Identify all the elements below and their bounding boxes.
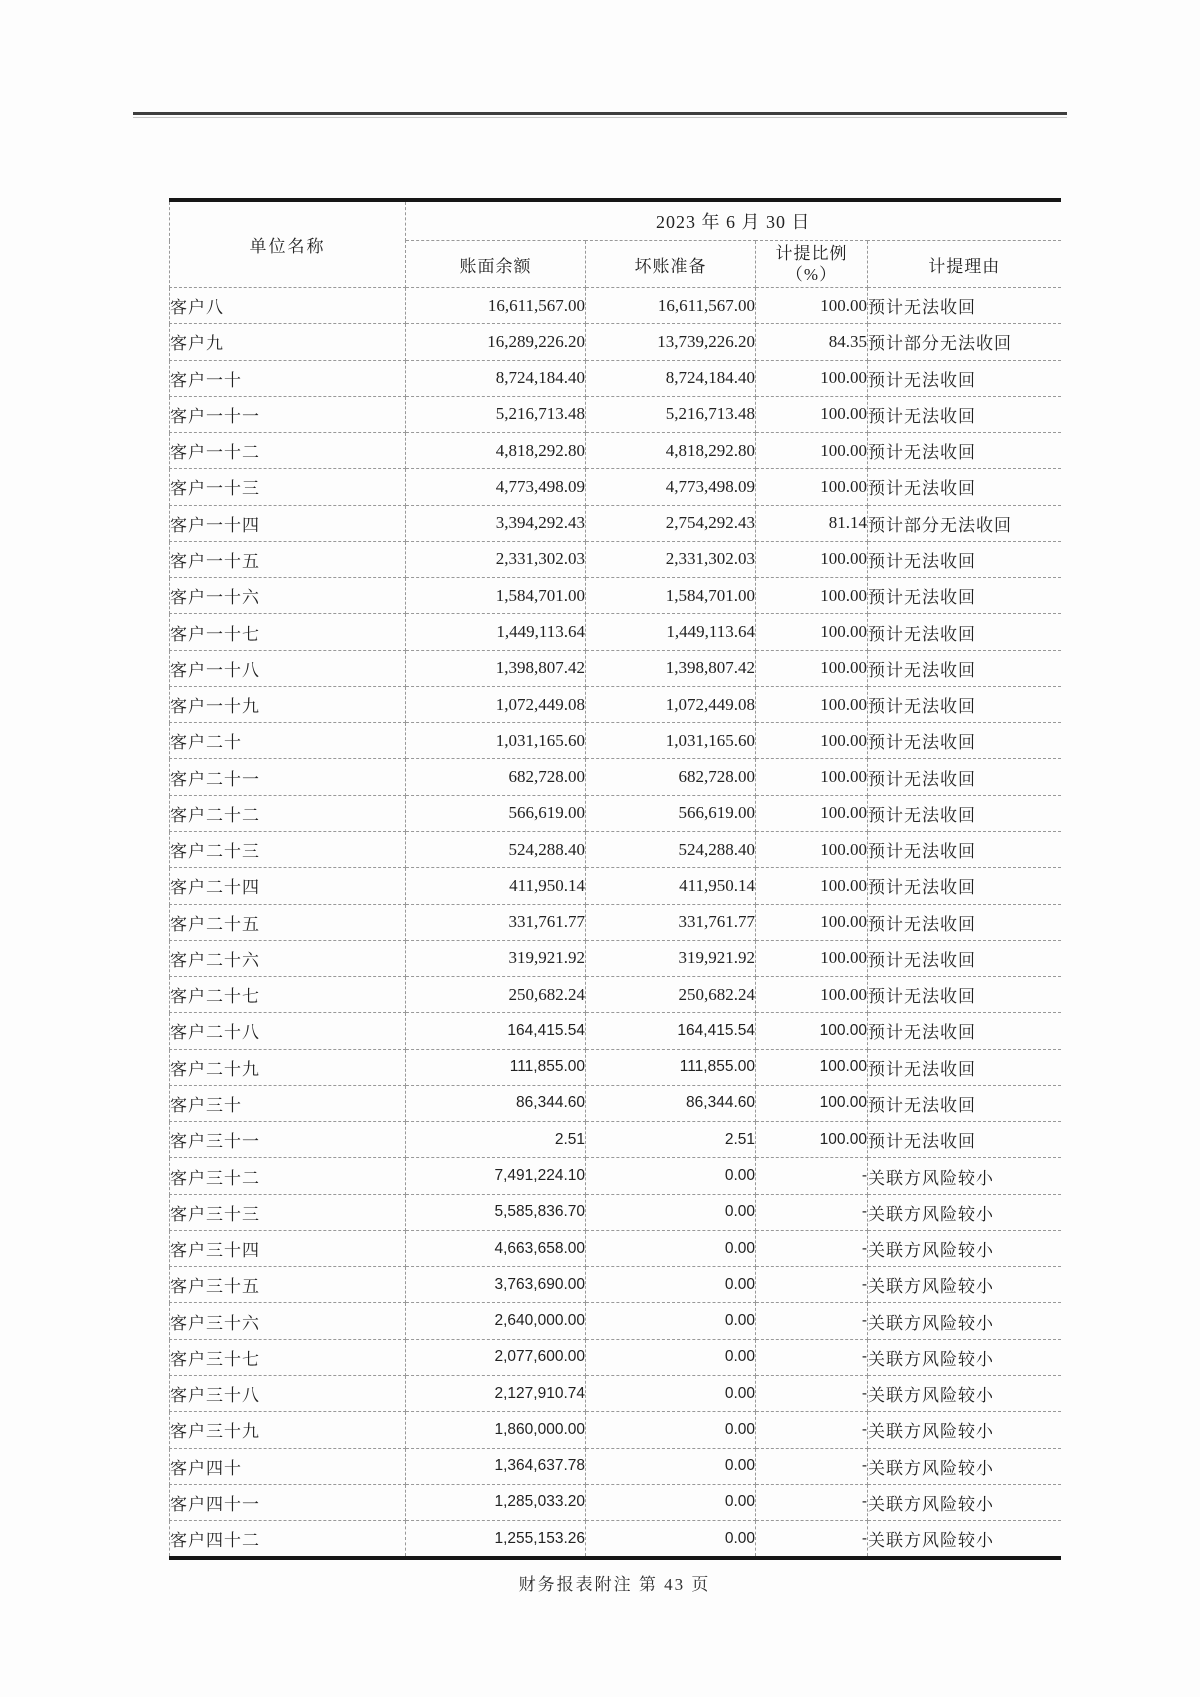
table-row bbox=[170, 831, 1061, 867]
provision-reason-cell: 预计无法收回 bbox=[868, 288, 1061, 324]
bad-debt-provision-cell: 0.00 bbox=[586, 1194, 756, 1230]
book-balance-cell: 2,077,600.00 bbox=[406, 1339, 586, 1375]
provision-ratio-cell: - bbox=[756, 1158, 868, 1194]
col-header-provision-reason: 计提理由 bbox=[868, 241, 1061, 288]
table-row bbox=[170, 1267, 1061, 1303]
provision-reason-cell: 预计无法收回 bbox=[868, 831, 1061, 867]
customer-name-cell: 客户四十一 bbox=[170, 1484, 406, 1520]
customer-name-cell: 客户三十九 bbox=[170, 1412, 406, 1448]
table-row bbox=[170, 578, 1061, 614]
provision-reason-cell: 关联方风险较小 bbox=[868, 1412, 1061, 1448]
page-header-rule bbox=[133, 112, 1067, 115]
provision-reason-cell: 预计无法收回 bbox=[868, 578, 1061, 614]
provision-reason-cell: 关联方风险较小 bbox=[868, 1484, 1061, 1520]
provision-ratio-cell: 100.00 bbox=[756, 578, 868, 614]
customer-name-cell: 客户三十三 bbox=[170, 1194, 406, 1230]
book-balance-cell: 1,255,153.26 bbox=[406, 1521, 586, 1559]
book-balance-cell: 111,855.00 bbox=[406, 1049, 586, 1085]
book-balance-cell: 16,289,226.20 bbox=[406, 324, 586, 360]
provision-ratio-cell: 100.00 bbox=[756, 396, 868, 432]
book-balance-cell: 250,682.24 bbox=[406, 977, 586, 1013]
provision-ratio-cell: - bbox=[756, 1448, 868, 1484]
table-row bbox=[170, 469, 1061, 505]
customer-name-cell: 客户二十 bbox=[170, 723, 406, 759]
book-balance-cell: 411,950.14 bbox=[406, 868, 586, 904]
provision-ratio-cell: - bbox=[756, 1339, 868, 1375]
provision-ratio-cell: 100.00 bbox=[756, 686, 868, 722]
provision-reason-cell: 预计无法收回 bbox=[868, 940, 1061, 976]
book-balance-cell: 1,364,637.78 bbox=[406, 1448, 586, 1484]
table-row bbox=[170, 1521, 1061, 1559]
provision-ratio-cell: - bbox=[756, 1194, 868, 1230]
bad-debt-provision-cell: 0.00 bbox=[586, 1375, 756, 1411]
table-row bbox=[170, 360, 1061, 396]
provision-reason-cell: 关联方风险较小 bbox=[868, 1521, 1061, 1559]
table-header-row-date bbox=[170, 200, 1061, 241]
customer-name-cell: 客户一十一 bbox=[170, 396, 406, 432]
provision-ratio-cell: 100.00 bbox=[756, 1013, 868, 1049]
table-row bbox=[170, 505, 1061, 541]
customer-name-cell: 客户四十二 bbox=[170, 1521, 406, 1559]
bad-debt-provision-cell: 5,216,713.48 bbox=[586, 396, 756, 432]
book-balance-cell: 4,818,292.80 bbox=[406, 433, 586, 469]
provision-ratio-cell: - bbox=[756, 1521, 868, 1559]
provision-reason-cell: 预计部分无法收回 bbox=[868, 505, 1061, 541]
book-balance-cell: 1,285,033.20 bbox=[406, 1484, 586, 1520]
bad-debt-provision-cell: 2,754,292.43 bbox=[586, 505, 756, 541]
provision-reason-cell: 预计无法收回 bbox=[868, 759, 1061, 795]
bad-debt-provision-cell: 682,728.00 bbox=[586, 759, 756, 795]
provision-reason-cell: 预计无法收回 bbox=[868, 433, 1061, 469]
provision-ratio-cell: - bbox=[756, 1484, 868, 1520]
provision-reason-cell: 关联方风险较小 bbox=[868, 1267, 1061, 1303]
book-balance-cell: 1,031,165.60 bbox=[406, 723, 586, 759]
col-header-book-balance: 账面余额 bbox=[406, 241, 586, 288]
bad-debt-provision-cell: 0.00 bbox=[586, 1303, 756, 1339]
table-row bbox=[170, 795, 1061, 831]
book-balance-cell: 1,584,701.00 bbox=[406, 578, 586, 614]
provision-reason-cell: 预计无法收回 bbox=[868, 360, 1061, 396]
table-row bbox=[170, 1484, 1061, 1520]
customer-name-cell: 客户三十六 bbox=[170, 1303, 406, 1339]
bad-debt-provision-cell: 111,855.00 bbox=[586, 1049, 756, 1085]
provision-reason-cell: 预计无法收回 bbox=[868, 469, 1061, 505]
book-balance-cell: 566,619.00 bbox=[406, 795, 586, 831]
bad-debt-provision-cell: 0.00 bbox=[586, 1412, 756, 1448]
customer-name-cell: 客户一十四 bbox=[170, 505, 406, 541]
provision-ratio-cell: 100.00 bbox=[756, 868, 868, 904]
table-row bbox=[170, 288, 1061, 324]
table-row bbox=[170, 977, 1061, 1013]
provision-ratio-cell: 100.00 bbox=[756, 831, 868, 867]
provision-reason-cell: 关联方风险较小 bbox=[868, 1158, 1061, 1194]
bad-debt-provision-cell: 0.00 bbox=[586, 1484, 756, 1520]
bad-debt-provision-cell: 2.51 bbox=[586, 1122, 756, 1158]
bad-debt-provision-cell: 0.00 bbox=[586, 1448, 756, 1484]
customer-name-cell: 客户九 bbox=[170, 324, 406, 360]
table-row bbox=[170, 759, 1061, 795]
table-row bbox=[170, 650, 1061, 686]
customer-name-cell: 客户三十四 bbox=[170, 1230, 406, 1266]
table-row bbox=[170, 396, 1061, 432]
table-row bbox=[170, 1049, 1061, 1085]
provision-reason-cell: 关联方风险较小 bbox=[868, 1194, 1061, 1230]
provision-ratio-cell: 100.00 bbox=[756, 940, 868, 976]
bad-debt-provision-cell: 524,288.40 bbox=[586, 831, 756, 867]
provision-reason-cell: 关联方风险较小 bbox=[868, 1230, 1061, 1266]
provision-ratio-cell: - bbox=[756, 1412, 868, 1448]
bad-debt-provision-cell: 4,818,292.80 bbox=[586, 433, 756, 469]
col-header-unit-name: 单位名称 bbox=[170, 200, 406, 288]
bad-debt-provision-cell: 250,682.24 bbox=[586, 977, 756, 1013]
table-row bbox=[170, 1230, 1061, 1266]
customer-name-cell: 客户四十 bbox=[170, 1448, 406, 1484]
customer-name-cell: 客户三十 bbox=[170, 1085, 406, 1121]
provision-reason-cell: 关联方风险较小 bbox=[868, 1375, 1061, 1411]
book-balance-cell: 8,724,184.40 bbox=[406, 360, 586, 396]
bad-debt-provision-cell: 1,584,701.00 bbox=[586, 578, 756, 614]
col-header-provision-ratio bbox=[756, 241, 868, 288]
customer-name-cell: 客户二十五 bbox=[170, 904, 406, 940]
provision-ratio-cell: - bbox=[756, 1303, 868, 1339]
provision-ratio-cell: 100.00 bbox=[756, 1122, 868, 1158]
table-header bbox=[170, 200, 1061, 288]
provision-ratio-cell: 100.00 bbox=[756, 795, 868, 831]
col-header-date: 2023 年 6 月 30 日 bbox=[406, 200, 1061, 241]
provision-ratio-header-line1: 计提比例 bbox=[775, 244, 848, 263]
table-row bbox=[170, 1122, 1061, 1158]
table-row bbox=[170, 1375, 1061, 1411]
provision-reason-cell: 关联方风险较小 bbox=[868, 1448, 1061, 1484]
customer-name-cell: 客户二十八 bbox=[170, 1013, 406, 1049]
bad-debt-provision-cell: 8,724,184.40 bbox=[586, 360, 756, 396]
provision-ratio-cell: 100.00 bbox=[756, 1085, 868, 1121]
book-balance-cell: 319,921.92 bbox=[406, 940, 586, 976]
provision-ratio-header-line2: （%） bbox=[785, 265, 838, 284]
provision-reason-cell: 预计无法收回 bbox=[868, 1049, 1061, 1085]
bad-debt-provision-cell: 1,072,449.08 bbox=[586, 686, 756, 722]
table-row bbox=[170, 1339, 1061, 1375]
customer-name-cell: 客户一十三 bbox=[170, 469, 406, 505]
book-balance-cell: 164,415.54 bbox=[406, 1013, 586, 1049]
bad-debt-provision-cell: 164,415.54 bbox=[586, 1013, 756, 1049]
bad-debt-provision-cell: 319,921.92 bbox=[586, 940, 756, 976]
book-balance-cell: 2,127,910.74 bbox=[406, 1375, 586, 1411]
book-balance-cell: 1,072,449.08 bbox=[406, 686, 586, 722]
book-balance-cell: 3,394,292.43 bbox=[406, 505, 586, 541]
table-row bbox=[170, 904, 1061, 940]
provision-reason-cell: 预计无法收回 bbox=[868, 1085, 1061, 1121]
provision-ratio-cell: 100.00 bbox=[756, 360, 868, 396]
provision-ratio-cell: 100.00 bbox=[756, 977, 868, 1013]
provision-ratio-cell: 100.00 bbox=[756, 759, 868, 795]
customer-name-cell: 客户八 bbox=[170, 288, 406, 324]
bad-debt-provision-cell: 0.00 bbox=[586, 1230, 756, 1266]
provision-reason-cell: 预计无法收回 bbox=[868, 1122, 1061, 1158]
book-balance-cell: 331,761.77 bbox=[406, 904, 586, 940]
table-row bbox=[170, 1158, 1061, 1194]
book-balance-cell: 2,640,000.00 bbox=[406, 1303, 586, 1339]
provision-ratio-cell: 100.00 bbox=[756, 614, 868, 650]
table-row bbox=[170, 686, 1061, 722]
table-row bbox=[170, 940, 1061, 976]
table-row bbox=[170, 1013, 1061, 1049]
bad-debt-provision-cell: 0.00 bbox=[586, 1521, 756, 1559]
table-row bbox=[170, 324, 1061, 360]
provision-ratio-cell: 100.00 bbox=[756, 1049, 868, 1085]
book-balance-cell: 4,773,498.09 bbox=[406, 469, 586, 505]
table-row bbox=[170, 1448, 1061, 1484]
customer-name-cell: 客户三十五 bbox=[170, 1267, 406, 1303]
customer-name-cell: 客户三十八 bbox=[170, 1375, 406, 1411]
book-balance-cell: 3,763,690.00 bbox=[406, 1267, 586, 1303]
col-header-bad-debt-provision: 坏账准备 bbox=[586, 241, 756, 288]
book-balance-cell: 7,491,224.10 bbox=[406, 1158, 586, 1194]
customer-name-cell: 客户二十六 bbox=[170, 940, 406, 976]
table-row bbox=[170, 1303, 1061, 1339]
provision-reason-cell: 预计无法收回 bbox=[868, 1013, 1061, 1049]
provision-reason-cell: 预计无法收回 bbox=[868, 686, 1061, 722]
bad-debt-provision-cell: 1,031,165.60 bbox=[586, 723, 756, 759]
provision-reason-cell: 预计无法收回 bbox=[868, 904, 1061, 940]
provision-reason-cell: 预计无法收回 bbox=[868, 795, 1061, 831]
customer-name-cell: 客户一十八 bbox=[170, 650, 406, 686]
customer-name-cell: 客户一十六 bbox=[170, 578, 406, 614]
bad-debt-provision-cell: 1,449,113.64 bbox=[586, 614, 756, 650]
bad-debt-provision-cell: 0.00 bbox=[586, 1158, 756, 1194]
provision-ratio-cell: 84.35 bbox=[756, 324, 868, 360]
customer-name-cell: 客户二十四 bbox=[170, 868, 406, 904]
bad-debt-provision-cell: 86,344.60 bbox=[586, 1085, 756, 1121]
provision-ratio-cell: - bbox=[756, 1375, 868, 1411]
provision-reason-cell: 预计无法收回 bbox=[868, 614, 1061, 650]
footer-page-label: 财务报表附注 第 43 页 bbox=[518, 1575, 711, 1594]
customer-name-cell: 客户二十九 bbox=[170, 1049, 406, 1085]
customer-name-cell: 客户一十九 bbox=[170, 686, 406, 722]
bad-debt-provision-cell: 16,611,567.00 bbox=[586, 288, 756, 324]
book-balance-cell: 1,398,807.42 bbox=[406, 650, 586, 686]
bad-debt-provision-cell: 0.00 bbox=[586, 1339, 756, 1375]
book-balance-cell: 86,344.60 bbox=[406, 1085, 586, 1121]
customer-name-cell: 客户二十三 bbox=[170, 831, 406, 867]
provision-ratio-cell: 100.00 bbox=[756, 723, 868, 759]
customer-name-cell: 客户三十一 bbox=[170, 1122, 406, 1158]
book-balance-cell: 5,216,713.48 bbox=[406, 396, 586, 432]
provision-ratio-cell: 81.14 bbox=[756, 505, 868, 541]
book-balance-cell: 4,663,658.00 bbox=[406, 1230, 586, 1266]
bad-debt-provision-cell: 2,331,302.03 bbox=[586, 541, 756, 577]
table-row bbox=[170, 723, 1061, 759]
provision-reason-cell: 预计无法收回 bbox=[868, 868, 1061, 904]
provision-ratio-cell: 100.00 bbox=[756, 469, 868, 505]
bad-debt-provision-cell: 13,739,226.20 bbox=[586, 324, 756, 360]
provision-ratio-cell: 100.00 bbox=[756, 541, 868, 577]
provision-reason-cell: 预计无法收回 bbox=[868, 650, 1061, 686]
provision-reason-cell: 预计无法收回 bbox=[868, 541, 1061, 577]
provision-ratio-cell: - bbox=[756, 1267, 868, 1303]
provision-reason-cell: 预计无法收回 bbox=[868, 723, 1061, 759]
table-row bbox=[170, 1194, 1061, 1230]
book-balance-cell: 1,860,000.00 bbox=[406, 1412, 586, 1448]
table-row bbox=[170, 614, 1061, 650]
book-balance-cell: 16,611,567.00 bbox=[406, 288, 586, 324]
provision-ratio-cell: - bbox=[756, 1230, 868, 1266]
bad-debt-provision-table bbox=[169, 198, 1061, 1560]
table-row bbox=[170, 1085, 1061, 1121]
book-balance-cell: 2.51 bbox=[406, 1122, 586, 1158]
book-balance-cell: 1,449,113.64 bbox=[406, 614, 586, 650]
book-balance-cell: 524,288.40 bbox=[406, 831, 586, 867]
book-balance-cell: 5,585,836.70 bbox=[406, 1194, 586, 1230]
bad-debt-provision-cell: 331,761.77 bbox=[586, 904, 756, 940]
provision-ratio-cell: 100.00 bbox=[756, 650, 868, 686]
book-balance-cell: 2,331,302.03 bbox=[406, 541, 586, 577]
provision-ratio-cell: 100.00 bbox=[756, 288, 868, 324]
bad-debt-provision-cell: 4,773,498.09 bbox=[586, 469, 756, 505]
bad-debt-provision-cell: 411,950.14 bbox=[586, 868, 756, 904]
bad-debt-provision-cell: 0.00 bbox=[586, 1267, 756, 1303]
customer-name-cell: 客户二十七 bbox=[170, 977, 406, 1013]
customer-name-cell: 客户一十 bbox=[170, 360, 406, 396]
table-row bbox=[170, 541, 1061, 577]
customer-name-cell: 客户二十一 bbox=[170, 759, 406, 795]
table-row bbox=[170, 868, 1061, 904]
bad-debt-provision-cell: 566,619.00 bbox=[586, 795, 756, 831]
customer-name-cell: 客户三十七 bbox=[170, 1339, 406, 1375]
table-row bbox=[170, 433, 1061, 469]
provision-ratio-cell: 100.00 bbox=[756, 433, 868, 469]
provision-reason-cell: 预计无法收回 bbox=[868, 977, 1061, 1013]
page-footer bbox=[169, 1570, 1060, 1595]
provision-reason-cell: 预计部分无法收回 bbox=[868, 324, 1061, 360]
bad-debt-provision-cell: 1,398,807.42 bbox=[586, 650, 756, 686]
table-body bbox=[170, 288, 1061, 1559]
customer-name-cell: 客户一十五 bbox=[170, 541, 406, 577]
customer-name-cell: 客户一十七 bbox=[170, 614, 406, 650]
customer-name-cell: 客户一十二 bbox=[170, 433, 406, 469]
provision-reason-cell: 预计无法收回 bbox=[868, 396, 1061, 432]
provision-reason-cell: 关联方风险较小 bbox=[868, 1303, 1061, 1339]
book-balance-cell: 682,728.00 bbox=[406, 759, 586, 795]
customer-name-cell: 客户三十二 bbox=[170, 1158, 406, 1194]
provision-ratio-cell: 100.00 bbox=[756, 904, 868, 940]
customer-name-cell: 客户二十二 bbox=[170, 795, 406, 831]
provision-reason-cell: 关联方风险较小 bbox=[868, 1339, 1061, 1375]
table-row bbox=[170, 1412, 1061, 1448]
